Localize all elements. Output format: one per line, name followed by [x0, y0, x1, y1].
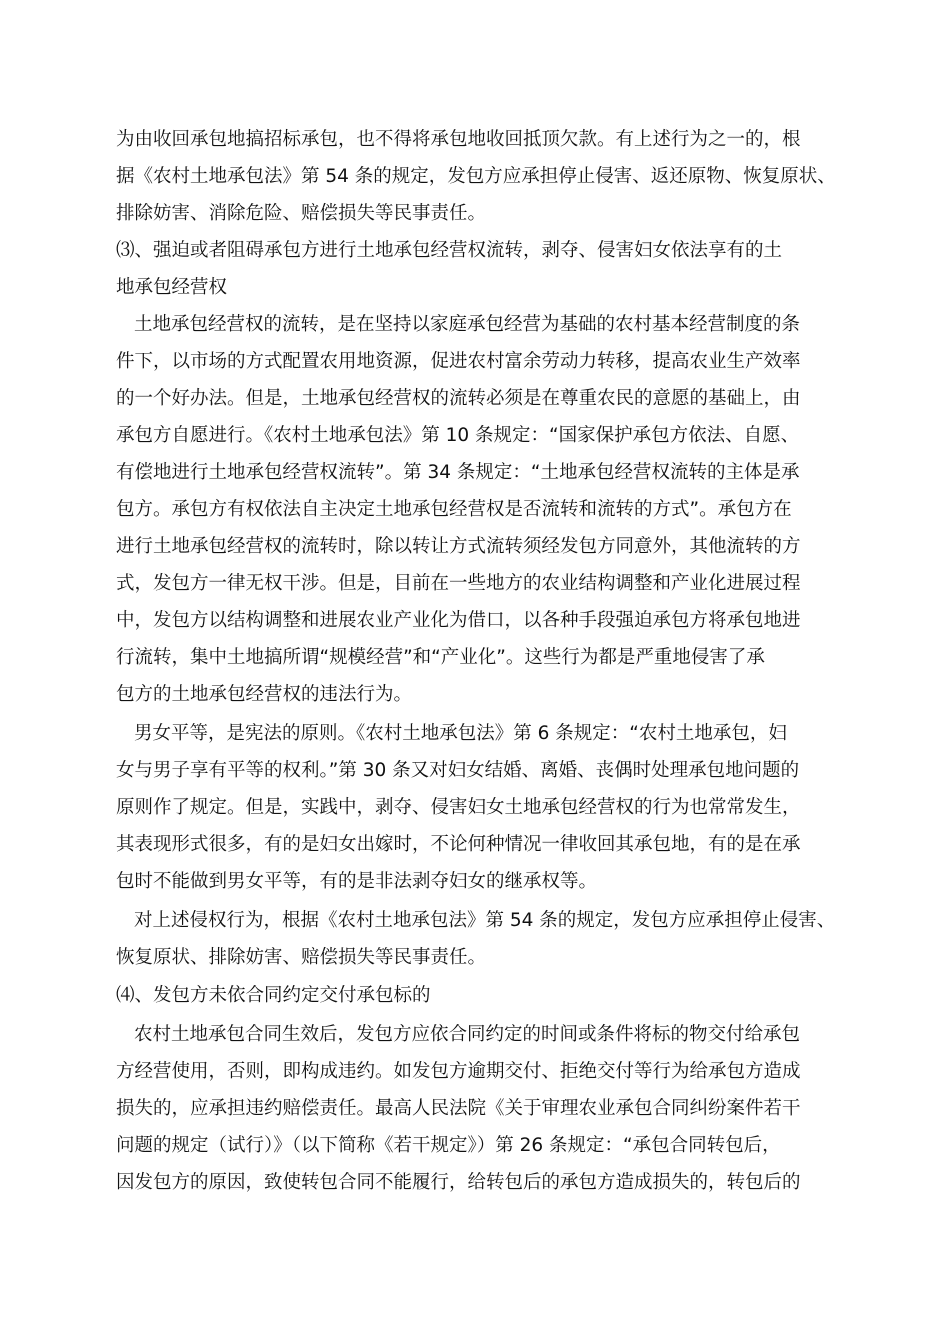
text-line: 包时不能做到男女平等，有的是非法剥夺妇女的继承权等。 — [116, 871, 598, 892]
text-line: 的一个好办法。但是，土地承包经营权的流转必须是在尊重农民的意愿的基础上，由 — [116, 388, 801, 409]
section-heading: ⑷、发包方未依合同约定交付承包标的 — [116, 985, 431, 1006]
text-line: 恢复原状、排除妨害、赔偿损失等民事责任。 — [116, 947, 487, 968]
text-line: 方经营使用，否则，即构成违约。如发包方逾期交付、拒绝交付等行为给承包方造成 — [116, 1061, 801, 1082]
text-line: 式，发包方一律无权干涉。但是，目前在一些地方的农业结构调整和产业化进展过程 — [116, 573, 801, 594]
text-line: 承包方自愿进行。《农村土地承包法》第 10 条规定：“国家保护承包方依法、自愿、 — [116, 425, 800, 446]
text-line: 为由收回承包地搞招标承包，也不得将承包地收回抵顶欠款。有上述行为之一的，根 — [116, 129, 801, 150]
text-line: 进行土地承包经营权的流转时，除以转让方式流转须经发包方同意外，其他流转的方 — [116, 536, 801, 557]
text-line: 农村土地承包合同生效后，发包方应依合同约定的时间或条件将标的物交付给承包 — [134, 1024, 801, 1045]
text-line: 问题的规定（试行）》（以下简称《若干规定》）第 26 条规定：“承包合同转包后， — [116, 1135, 781, 1156]
text-line: 行流转，集中土地搞所谓“规模经营”和“产业化”。这些行为都是严重地侵害了承 — [116, 647, 765, 668]
text-line: 中，发包方以结构调整和进展农业产业化为借口，以各种手段强迫承包方将承包地进 — [116, 610, 801, 631]
text-line: 包方。承包方有权依法自主决定土地承包经营权是否流转和流转的方式”。承包方在 — [116, 499, 792, 520]
text-line: 有偿地进行土地承包经营权流转”。第 34 条规定：“土地承包经营权流转的主体是承 — [116, 462, 800, 483]
text-line: 原则作了规定。但是，实践中，剥夺、侵害妇女土地承包经营权的行为也常常发生， — [116, 797, 801, 818]
text-line: 男女平等，是宪法的原则。《农村土地承包法》第 6 条规定：“农村土地承包，妇 — [134, 723, 787, 744]
text-line: 件下，以市场的方式配置农用地资源，促进农村富余劳动力转移，提高农业生产效率 — [116, 351, 801, 372]
text-line: 排除妨害、消除危险、赔偿损失等民事责任。 — [116, 203, 487, 224]
text-line: 包方的土地承包经营权的违法行为。 — [116, 684, 413, 705]
text-line: 土地承包经营权的流转，是在坚持以家庭承包经营为基础的农村基本经营制度的条 — [134, 314, 801, 335]
section-heading-cont: 地承包经营权 — [116, 277, 228, 298]
text-line: 女与男子享有平等的权利。”第 30 条又对妇女结婚、离婚、丧偶时处理承包地问题的 — [116, 760, 800, 781]
text-line: 对上述侵权行为，根据《农村土地承包法》第 54 条的规定，发包方应承担停止侵害、 — [134, 910, 836, 931]
text-line: 据《农村土地承包法》第 54 条的规定，发包方应承担停止侵害、返还原物、恢复原状、 — [116, 166, 836, 187]
text-line: 损失的，应承担违约赔偿责任。最高人民法院《关于审理农业承包合同纠纷案件若干 — [116, 1098, 801, 1119]
text-line: 因发包方的原因，致使转包合同不能履行，给转包后的承包方造成损失的，转包后的 — [116, 1172, 801, 1193]
text-line: 其表现形式很多，有的是妇女出嫁时，不论何种情况一律收回其承包地，有的是在承 — [116, 834, 801, 855]
section-heading: ⑶、强迫或者阻碍承包方进行土地承包经营权流转，剥夺、侵害妇女依法享有的土 — [116, 240, 783, 261]
